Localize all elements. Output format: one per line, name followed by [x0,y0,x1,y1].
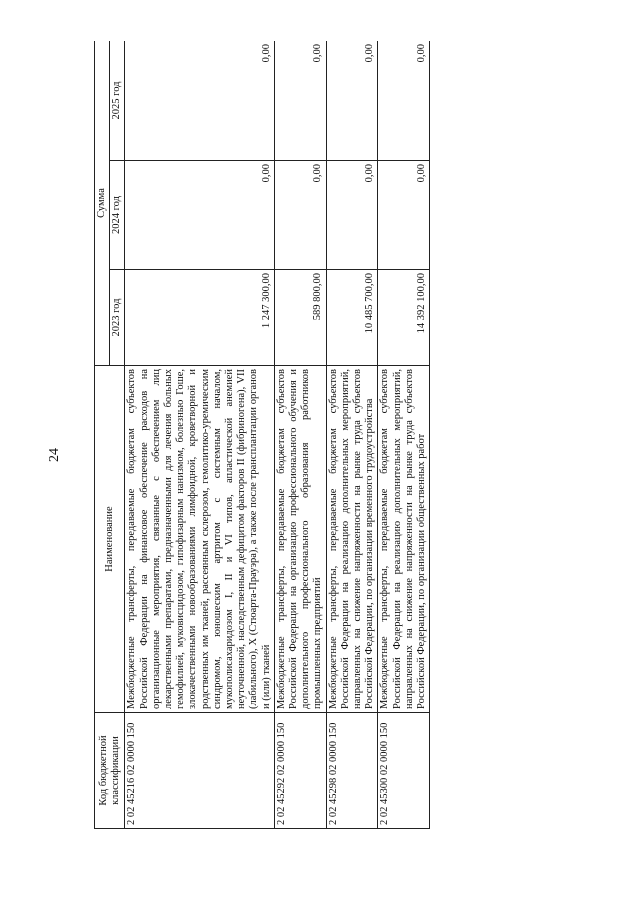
row-code: 2 02 45292 02 0000 150 [274,713,326,829]
table-row [326,41,378,829]
row-name: Межбюджетные трансферты, передаваемые бюджетам субъектов Российской Федерации на финансовое обеспечение расходов на организационные мероприятия, связанные с обеспечением лиц лекарственными препаратами, предназначенными для лечения больных гемофилией, муковисцидозом, гипофизарным нанизмом, болезнью Гоше, злокачественными новообразованиями лимфоидной, кроветворной и родственных им тканей, рассеянным склерозом, гемолитико-уремическим синдромом, юношеским артритом с системным началом, мукополисахаридозом I, II и VI типов, апластической анемией неуточненной, наследственным дефицитом факторов II (фибриногена), VII (лабильного), X (Стюарта-Прауэра), а также после трансплантации органов и (или) тканей [125,366,274,713]
header-year-2024: 2024 год [110,161,125,270]
header-year-2023: 2023 год [110,270,125,366]
row-code: 2 02 45298 02 0000 150 [326,713,378,829]
row-value-2025: 0,00 [125,41,274,161]
row-value-2023: 14 392 100,00 [378,270,430,366]
page-number: 24 [47,448,62,462]
row-code: 2 02 45216 02 0000 150 [125,713,274,829]
row-value-2023: 1 247 300,00 [125,270,274,366]
table-row [125,41,274,829]
row-value-2025: 0,00 [274,41,326,161]
row-value-2024: 0,00 [326,161,378,270]
table-row [378,41,430,829]
row-name: Межбюджетные трансферты, передаваемые бюджетам субъектов Российской Федерации на организацию профессионального обучения и дополнительного профессионального образования работников промышленных предприятий [274,366,326,713]
budget-table-frame [94,41,534,829]
header-sum: Сумма [95,41,110,366]
row-value-2024: 0,00 [378,161,430,270]
row-value-2025: 0,00 [378,41,430,161]
budget-table [94,41,430,829]
header-name: Наименование [95,366,125,713]
row-value-2023: 589 800,00 [274,270,326,366]
row-name: Межбюджетные трансферты, передаваемые бюджетам субъектов Российской Федерации на реализацию дополнительных мероприятий, направленных на снижение напряженности на рынке труда субъектов Российской Федерации, по организации временного трудоустройства [326,366,378,713]
row-value-2024: 0,00 [125,161,274,270]
rotated-table-container [94,41,534,829]
row-value-2024: 0,00 [274,161,326,270]
header-year-2025: 2025 год [110,41,125,161]
table-row [274,41,326,829]
row-value-2023: 10 485 700,00 [326,270,378,366]
row-value-2025: 0,00 [326,41,378,161]
header-code: Код бюджетной классификации [95,713,125,829]
row-code: 2 02 45300 02 0000 150 [378,713,430,829]
row-name: Межбюджетные трансферты, передаваемые бюджетам субъектов Российской Федерации на реализацию дополнительных мероприятий, направленных на снижение напряженности на рынке труда субъектов Российской Федерации, по организации общественных работ [378,366,430,713]
